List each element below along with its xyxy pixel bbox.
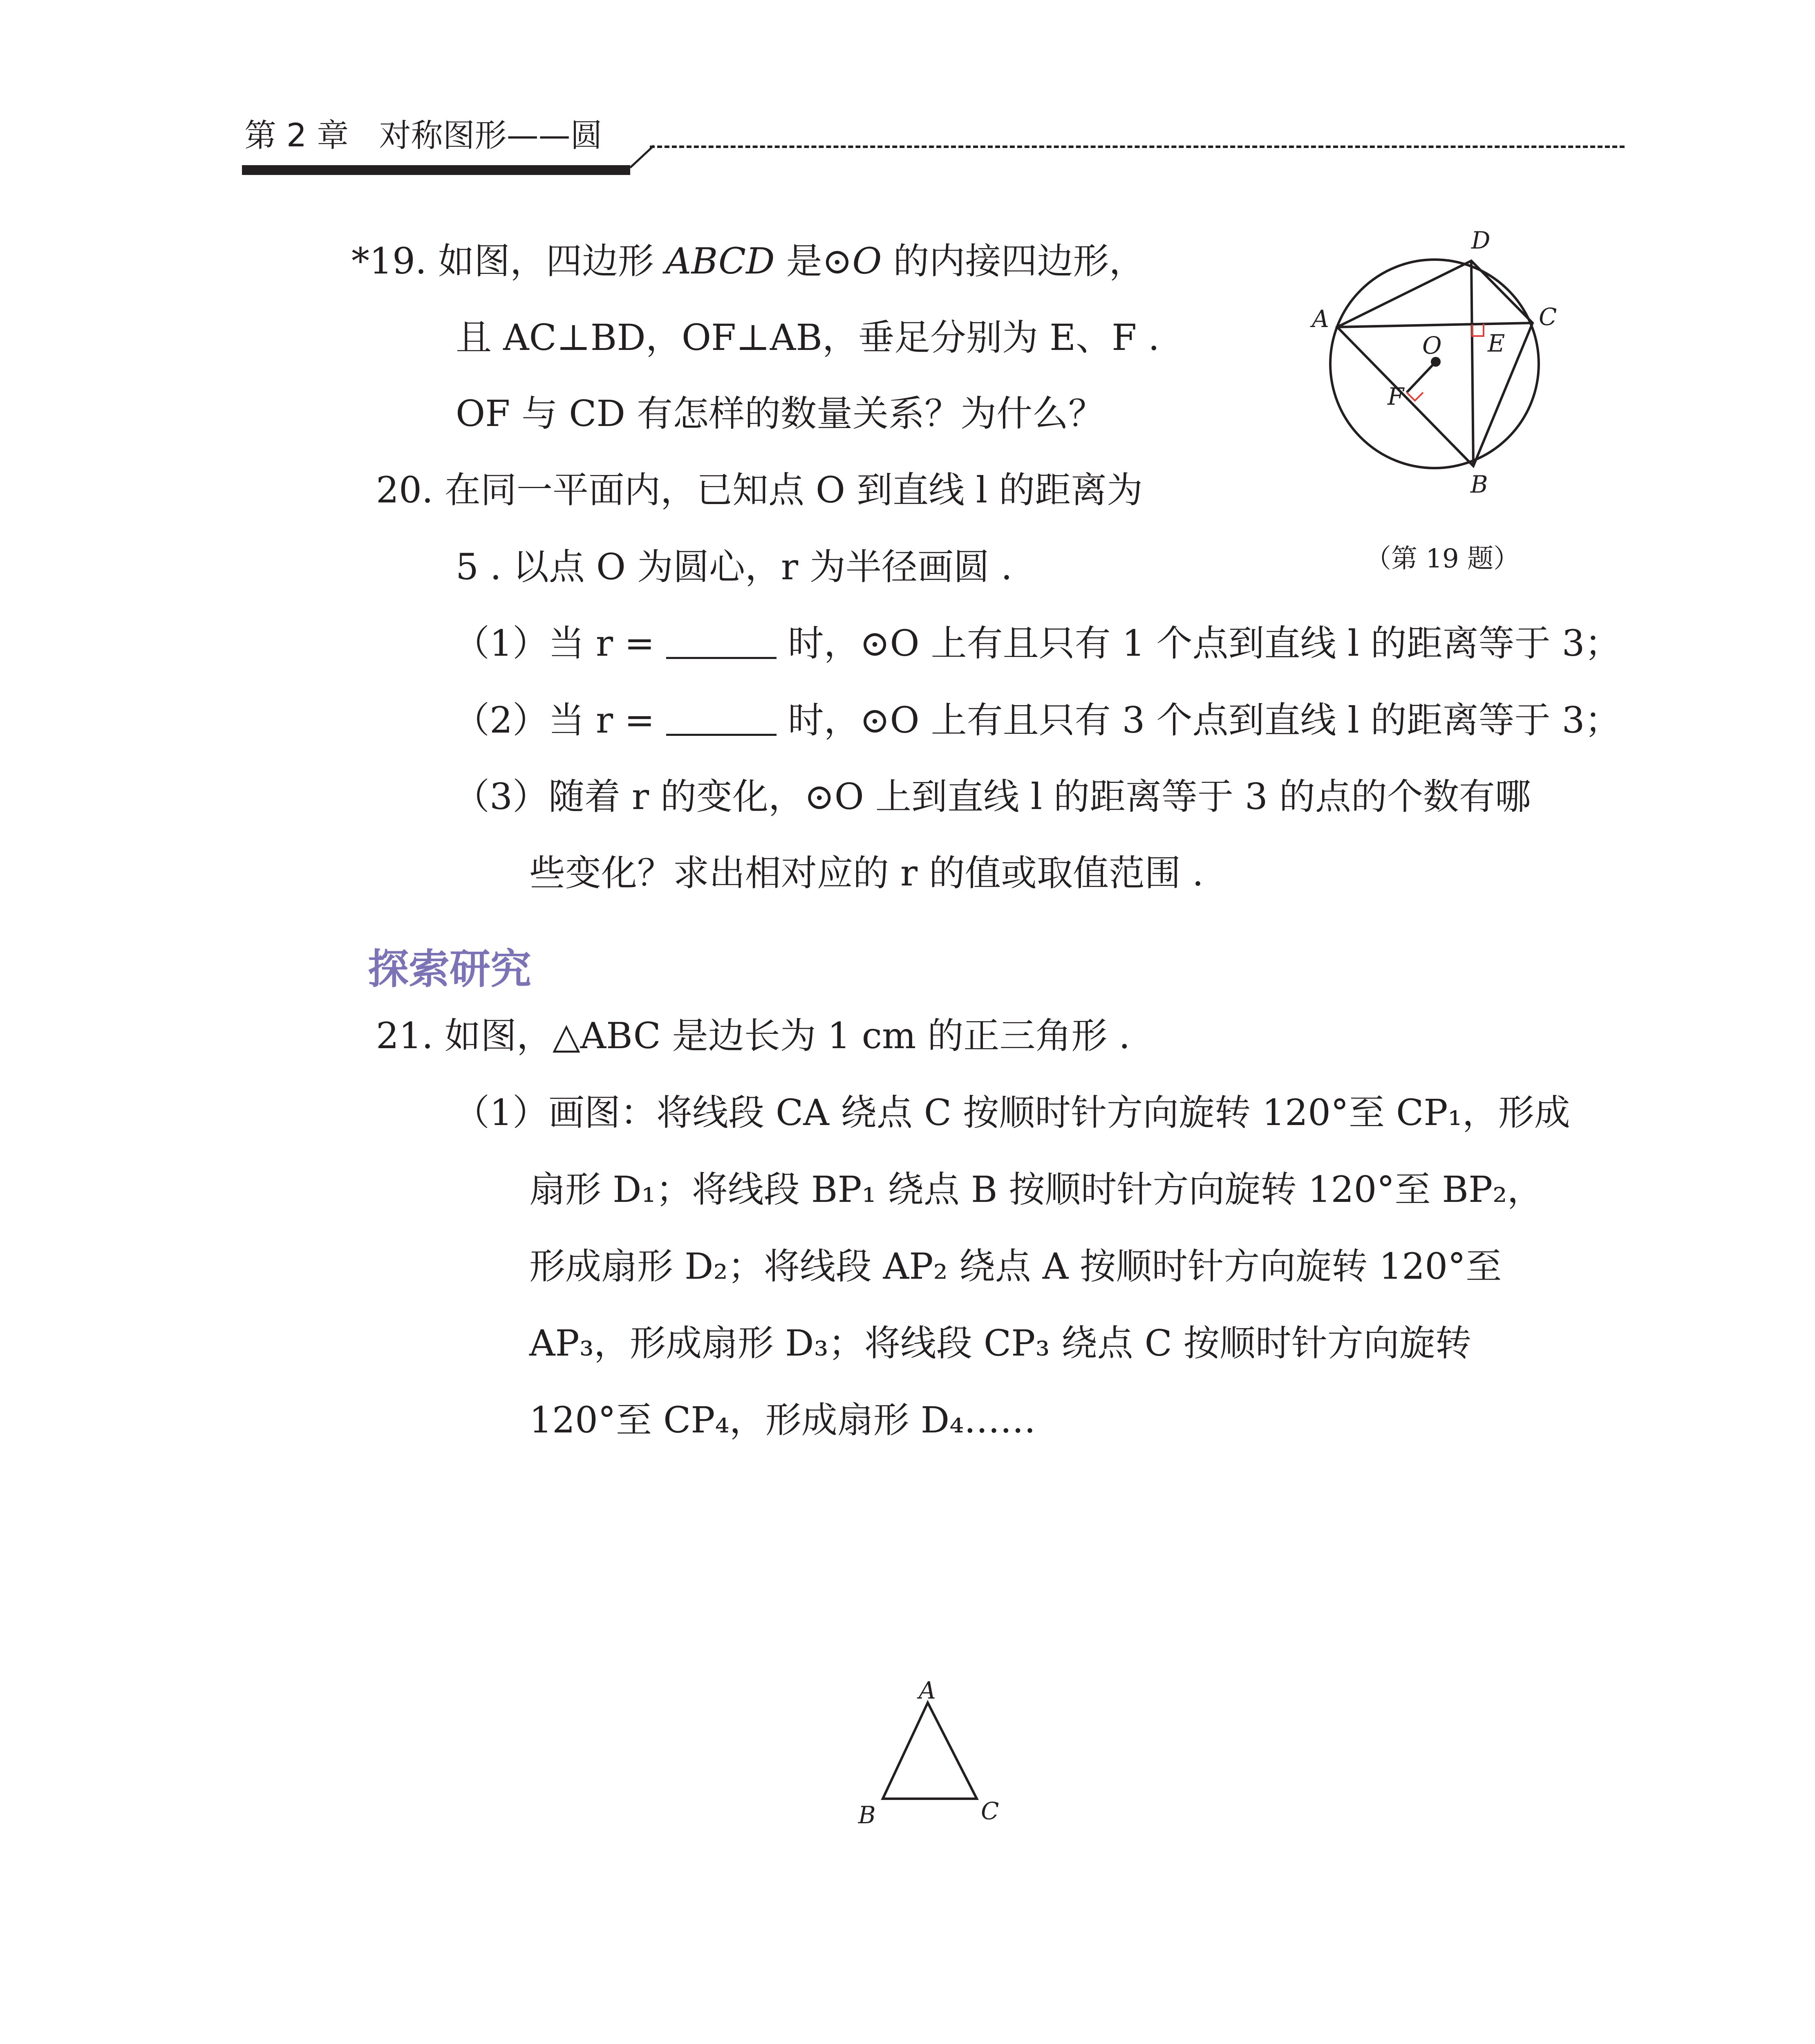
diagonal-bd <box>1471 261 1473 466</box>
q20-text-1: 在同一平面内，已知点 O 到直线 l 的距离为 <box>444 469 1143 511</box>
q21-p1-line1: （1）画图：将线段 CA 绕点 C 按顺时针方向旋转 120°至 CP₁，形成 <box>454 1091 1570 1134</box>
q21-p1-line5: 120°至 CP₄，形成扇形 D₄…… <box>529 1399 1036 1441</box>
q21-p1-line3: 形成扇形 D₂；将线段 AP₂ 绕点 A 按顺时针方向旋转 120°至 <box>529 1245 1502 1287</box>
label-a: A <box>919 1676 936 1704</box>
q19-text-a: 如图，四边形 <box>438 240 665 282</box>
q19-line3: OF 与 CD 有怎样的数量关系？为什么？ <box>456 392 1105 435</box>
q19-caption: （第 19 题） <box>1365 544 1520 574</box>
label-b: B <box>858 1801 876 1829</box>
right-angle-e <box>1472 324 1484 336</box>
triangle-abc <box>883 1703 977 1799</box>
header-dashed-line <box>650 146 1625 148</box>
label-o: O <box>1422 332 1442 359</box>
diagonal-ac <box>1337 323 1533 327</box>
label-e: E <box>1488 329 1505 357</box>
q20-line1 <box>376 469 1143 511</box>
segment-of <box>1407 362 1436 392</box>
q20-part3-line2: 些变化？求出相对应的 r 的值或取值范围 . <box>529 852 1204 894</box>
label-c: C <box>1539 303 1557 331</box>
q21-text-1: 如图，△ABC 是边长为 1 cm 的正三角形 . <box>444 1015 1130 1057</box>
q20-p1-pre: （1）当 r = <box>454 622 655 664</box>
q21-p1-line4: AP₃，形成扇形 D₃；将线段 CP₃ 绕点 C 按顺时针方向旋转 <box>529 1322 1471 1364</box>
q20-p2-pre: （2）当 r = <box>454 699 655 741</box>
q21-number: 21. <box>376 1015 433 1057</box>
q20-part2 <box>454 699 1621 741</box>
q19-number: *19. <box>351 240 427 282</box>
q21-p1-line2: 扇形 D₁；将线段 BP₁ 绕点 B 按顺时针方向旋转 120°至 BP₂， <box>529 1168 1543 1210</box>
chapter-number: 第 2 章 <box>244 117 349 154</box>
label-d: D <box>1471 226 1490 254</box>
q19-line2: 且 AC⊥BD，OF⊥AB，垂足分别为 E、F . <box>456 316 1160 359</box>
label-b: B <box>1470 471 1488 498</box>
q21-line1 <box>376 1015 1130 1057</box>
label-c: C <box>981 1797 999 1825</box>
q20-p2-blank[interactable] <box>666 709 777 736</box>
q21-figure <box>850 1676 1014 1836</box>
q19-figure <box>1300 226 1557 499</box>
q19-line1 <box>351 240 1145 282</box>
chapter-header <box>244 117 602 154</box>
header-underline <box>242 165 630 175</box>
q20-p1-blank[interactable] <box>666 632 777 659</box>
q20-part1 <box>454 622 1621 664</box>
q19-text-c: 是⊙ <box>774 240 853 282</box>
q19-text-e: 的内接四边形， <box>882 240 1145 282</box>
q20-p2-post: 时，⊙O 上有且只有 3 个点到直线 l 的距离等于 3； <box>788 699 1621 741</box>
q20-p1-post: 时，⊙O 上有且只有 1 个点到直线 l 的距离等于 3； <box>788 622 1621 664</box>
q20-number: 20. <box>376 469 433 511</box>
q20-line2: 5 . 以点 O 为圆心，r 为半径画圆 . <box>456 546 1012 588</box>
q19-text-b: ABCD <box>665 240 775 282</box>
q20-part3-line1: （3）随着 r 的变化，⊙O 上到直线 l 的距离等于 3 的点的个数有哪 <box>454 775 1531 818</box>
label-f: F <box>1388 383 1404 410</box>
section-title: 探索研究 <box>368 945 531 993</box>
label-a: A <box>1312 305 1329 333</box>
q19-text-d: O <box>852 240 882 282</box>
chapter-title: 对称图形——圆 <box>379 117 602 154</box>
